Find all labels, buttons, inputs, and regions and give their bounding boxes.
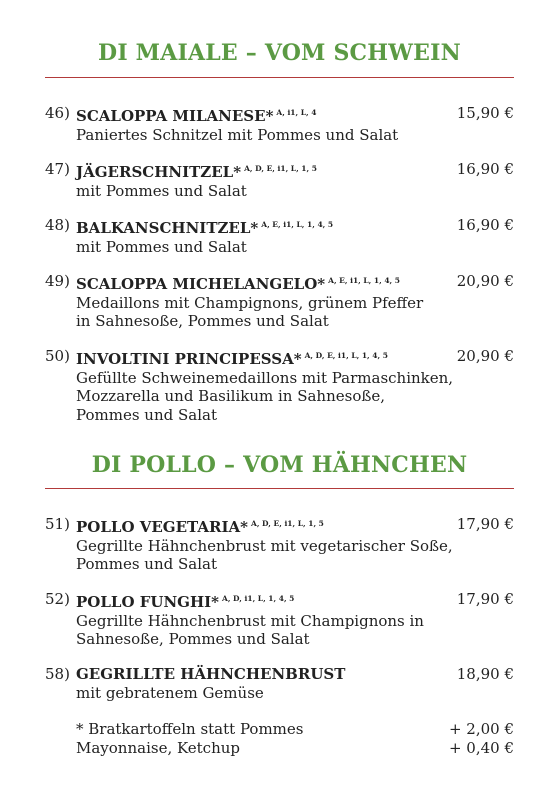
item-allergens: A, E, i1, L, 1, 4, 5 bbox=[261, 220, 334, 229]
item-name: POLLO FUNGHI* bbox=[76, 593, 220, 611]
item-number: 49) bbox=[45, 272, 70, 290]
item-price: 20,90 € bbox=[456, 347, 514, 365]
extra-label: Mayonnaise, Ketchup bbox=[76, 739, 241, 757]
item-price: 17,90 € bbox=[456, 515, 514, 533]
item-description: mit gebratenem Gemüse bbox=[76, 683, 264, 702]
item-price: 16,90 € bbox=[456, 216, 514, 234]
section-divider bbox=[45, 488, 514, 489]
item-allergens: A, D, E, i1, L, 1, 4, 5 bbox=[304, 351, 388, 360]
item-price: 17,90 € bbox=[456, 590, 514, 608]
item-name: GEGRILLTE HÄHNCHENBRUST bbox=[76, 665, 346, 683]
item-price: 15,90 € bbox=[456, 104, 514, 122]
item-allergens: A, D, E, i1, L, 1, 5 bbox=[251, 519, 324, 528]
item-price: 20,90 € bbox=[456, 272, 514, 290]
extra-label: * Bratkartoffeln statt Pommes bbox=[76, 720, 304, 738]
item-allergens: A, i1, L, 4 bbox=[276, 108, 317, 117]
item-name: JÄGERSCHNITZEL* bbox=[76, 163, 242, 181]
item-description: Gegrillte Hähnchenbrust mit vegetarischer Soße, Pommes und Salat bbox=[76, 536, 453, 573]
item-price: 18,90 € bbox=[456, 665, 514, 683]
extra-price: + 2,00 € bbox=[448, 720, 514, 738]
item-name: SCALOPPA MICHELANGELO* bbox=[76, 275, 326, 293]
section-divider bbox=[45, 77, 514, 78]
item-name: SCALOPPA MILANESE* bbox=[76, 107, 274, 125]
item-number: 48) bbox=[45, 216, 70, 234]
item-allergens: A, E, i1, L, 1, 4, 5 bbox=[328, 276, 400, 285]
item-price: 16,90 € bbox=[456, 160, 514, 178]
item-description: Medaillons mit Champignons, grünem Pfeffer in Sahnesoße, Pommes und Salat bbox=[76, 293, 424, 330]
item-description: mit Pommes und Salat bbox=[76, 181, 247, 200]
section-title-maiale: DI MAIALE – VOM SCHWEIN bbox=[98, 40, 461, 66]
item-description: mit Pommes und Salat bbox=[76, 237, 247, 256]
item-description: Paniertes Schnitzel mit Pommes und Salat bbox=[76, 125, 399, 144]
extra-price: + 0,40 € bbox=[448, 739, 514, 757]
item-description: Gegrillte Hähnchenbrust mit Champignons in Sahnesoße, Pommes und Salat bbox=[76, 611, 424, 648]
item-allergens: A, D, i1, L, 1, 4, 5 bbox=[222, 594, 295, 603]
extra-item bbox=[76, 739, 514, 758]
section-title-pollo: DI POLLO – VOM HÄHNCHEN bbox=[91, 452, 468, 478]
item-number: 46) bbox=[45, 104, 70, 122]
extras-list bbox=[76, 720, 514, 758]
item-allergens: A, D, E, i1, L, 1, 5 bbox=[244, 164, 317, 173]
item-name: BALKANSCHNITZEL* bbox=[76, 219, 259, 237]
extra-item bbox=[76, 720, 514, 739]
item-number: 51) bbox=[45, 515, 70, 533]
item-number: 52) bbox=[45, 590, 70, 608]
item-number: 58) bbox=[45, 665, 70, 683]
item-number: 47) bbox=[45, 160, 70, 178]
item-description: Gefüllte Schweinemedaillons mit Parmaschinken, Mozzarella und Basilikum in Sahnesoße, Pommes und Salat bbox=[76, 368, 454, 424]
item-number: 50) bbox=[45, 347, 70, 365]
item-name: POLLO VEGETARIA* bbox=[76, 518, 248, 536]
item-name: INVOLTINI PRINCIPESSA* bbox=[76, 350, 302, 368]
